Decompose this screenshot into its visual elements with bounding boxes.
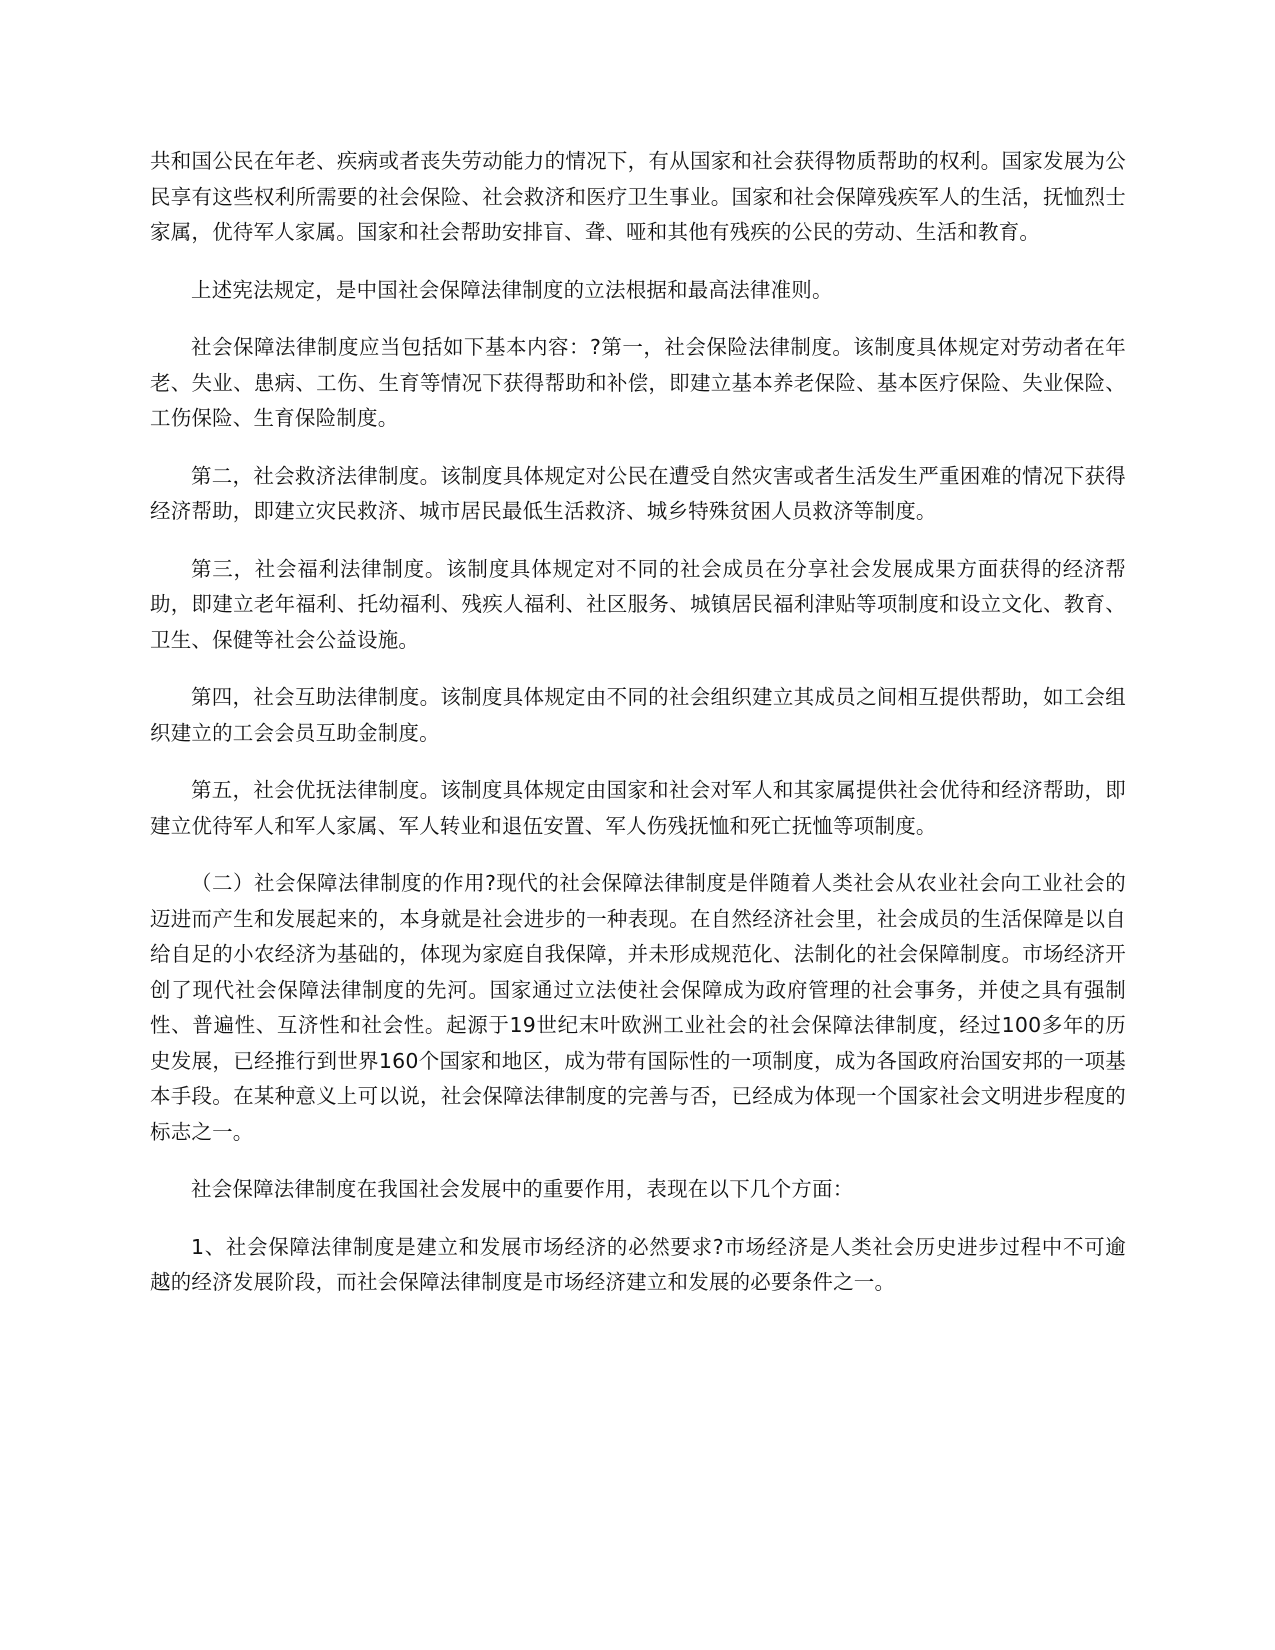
document-page <box>150 144 1126 1301</box>
paragraph-mutual-aid: 第四，社会互助法律制度。该制度具体规定由不同的社会组织建立其成员之间相互提供帮助，如工会组织建立的工会会员互助金制度。 <box>150 685 1126 745</box>
paragraph-constitution-basis: 上述宪法规定，是中国社会保障法律制度的立法根据和最高法律准则。 <box>191 277 833 302</box>
paragraph-constitution-continued: 共和国公民在年老、疾病或者丧失劳动能力的情况下，有从国家和社会获得物质帮助的权利。国家发展为公民享有这些权利所需要的社会保险、社会救济和医疗卫生事业。国家和社会保障残疾军人的生活，抚恤烈士家属，优待军人家属。国家和社会帮助安排盲、聋、哑和其他有残疾的公民的劳动、生活和教育。 <box>150 149 1126 244</box>
paragraph-social-relief: 第二，社会救济法律制度。该制度具体规定对公民在遭受自然灾害或者生活发生严重困难的情况下获得经济帮助，即建立灾民救济、城市居民最低生活救济、城乡特殊贫困人员救济等制度。 <box>150 463 1126 523</box>
paragraph-social-insurance: 社会保障法律制度应当包括如下基本内容：?第一，社会保险法律制度。该制度具体规定对劳动者在年老、失业、患病、工伤、生育等情况下获得帮助和补偿，即建立基本养老保险、基本医疗保险、失业保险、工伤保险、生育保险制度。 <box>150 335 1126 430</box>
paragraph-point-one: 1、社会保障法律制度是建立和发展市场经济的必然要求?市场经济是人类社会历史进步过程中不可逾越的经济发展阶段，而社会保障法律制度是市场经济建立和发展的必要条件之一。 <box>150 1234 1126 1294</box>
paragraph-social-welfare: 第三，社会福利法律制度。该制度具体规定对不同的社会成员在分享社会发展成果方面获得的经济帮助，即建立老年福利、托幼福利、残疾人福利、社区服务、城镇居民福利津贴等项制度和设立文化、教育、卫生、保健等社会公益设施。 <box>150 556 1126 652</box>
paragraph-special-care: 第五，社会优抚法律制度。该制度具体规定由国家和社会对军人和其家属提供社会优待和经济帮助，即建立优待军人和军人家属、军人转业和退伍安置、军人伤残抚恤和死亡抚恤等项制度。 <box>150 778 1126 838</box>
paragraph-importance-intro: 社会保障法律制度在我国社会发展中的重要作用，表现在以下几个方面： <box>191 1177 854 1201</box>
paragraph-role-of-system: （二）社会保障法律制度的作用?现代的社会保障法律制度是伴随着人类社会从农业社会向工业社会的迈进而产生和发展起来的，本身就是社会进步的一种表现。在自然经济社会里，社会成员的生活保障是以自给自足的小农经济为基础的，体现为家庭自我保障，并未形成规范化、法制化的社会保障制度。市场经济开创了现代社会保障法律制度的先河。国家通过立法使社会保障成为政府管理的社会事务，并使之具有强制性、普遍性、互济性和社会性。起源于19世纪末叶欧洲工业社会的社会保障法律制度，经过100多年的历史发展，已经推行到世界160个国家和地区，成为带有国际性的一项制度，成为各国政府治国安邦的一项基本手段。在某种意义上可以说，社会保障法律制度的完善与否，已经成为体现一个国家社会文明进步程度的标志之一。 <box>150 871 1126 1144</box>
